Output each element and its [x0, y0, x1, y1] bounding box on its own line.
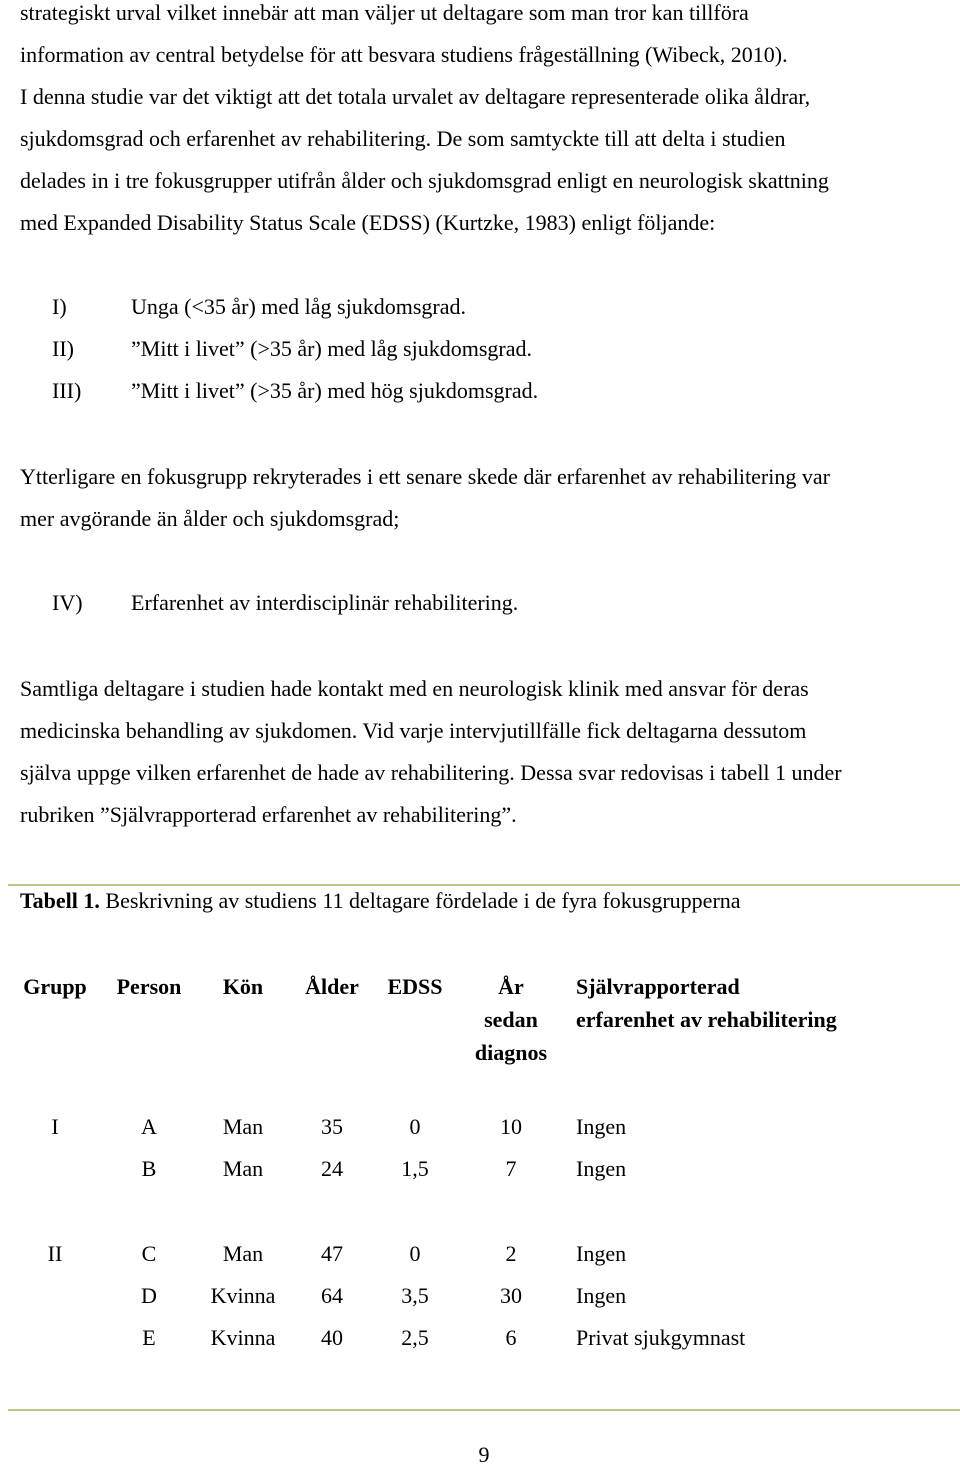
cell-alder: 47 [321, 1241, 343, 1266]
text-line: Samtliga deltagare i studien hade kontakt med en neurologisk klinik med ansvar för deras [20, 676, 809, 701]
text-line: med Expanded Disability Status Scale (EDSS) (Kurtzke, 1983) enligt följande: [20, 210, 716, 235]
cell-erf: Ingen [576, 1241, 627, 1266]
text-line: strategiskt urval vilket innebär att man väljer ut deltagare som man tror kan tillföra [20, 0, 749, 25]
cell-person: D [141, 1283, 157, 1308]
cell-alder: 24 [321, 1156, 343, 1181]
table-row [0, 1106, 960, 1148]
text-line: mer avgörande än ålder och sjukdomsgrad; [20, 506, 400, 531]
table-row [0, 1317, 960, 1359]
text-line: själva uppge vilken erfarenhet de hade av rehabilitering. Dessa svar redovisas i tabell 1 under [20, 760, 842, 785]
cell-person: B [141, 1156, 157, 1181]
participants-paragraph [20, 668, 940, 836]
cell-ar: 2 [505, 1241, 517, 1266]
cell-ar: 30 [500, 1283, 522, 1308]
cell-grupp: II [47, 1241, 63, 1266]
table-bottom-rule [8, 1409, 960, 1411]
text-line: sjukdomsgrad och erfarenhet av rehabilitering. De som samtyckte till att delta i studien [20, 126, 786, 151]
cell-ar: 7 [505, 1156, 517, 1181]
header-erf-line: Självrapporterad [576, 974, 740, 999]
extra-paragraph [20, 456, 940, 540]
cell-edss: 1,5 [401, 1156, 429, 1181]
cell-edss: 0 [409, 1114, 421, 1139]
header-erfarenhet [576, 970, 837, 1036]
text-line: delades in i tre fokusgrupper utifrån ålder och sjukdomsgrad enligt en neurologisk skattning [20, 168, 829, 193]
cell-kon: Man [222, 1114, 264, 1139]
list-number: I) [52, 294, 67, 319]
text-line: rubriken ”Självrapporterad erfarenhet av rehabilitering”. [20, 802, 517, 827]
header-ar-line: sedan [484, 1007, 538, 1032]
cell-person: A [141, 1114, 157, 1139]
list-number: III) [52, 378, 82, 403]
table-caption-label: Tabell 1. [20, 888, 100, 913]
list-number: IV) [52, 590, 83, 615]
header-erf-line: erfarenhet av rehabilitering [576, 1007, 837, 1032]
cell-ar: 10 [500, 1114, 522, 1139]
cell-ar: 6 [505, 1325, 517, 1350]
cell-kon: Man [222, 1241, 264, 1266]
intro-paragraph [20, 0, 940, 244]
list-text: Unga (<35 år) med låg sjukdomsgrad. [131, 294, 466, 319]
list-number: II) [52, 336, 74, 361]
page-number: 9 [478, 1442, 490, 1467]
header-ar-line: År [498, 974, 524, 999]
table-row [0, 1275, 960, 1317]
list-text: ”Mitt i livet” (>35 år) med låg sjukdomsgrad. [131, 336, 532, 361]
cell-edss: 3,5 [401, 1283, 429, 1308]
cell-alder: 40 [321, 1325, 343, 1350]
cell-erf: Ingen [576, 1114, 627, 1139]
cell-erf: Ingen [576, 1283, 627, 1308]
text-line: Ytterligare en fokusgrupp rekryterades i ett senare skede där erfarenhet av rehabilitering var [20, 464, 830, 489]
text-line: I denna studie var det viktigt att det totala urvalet av deltagare representerade olika åldrar, [20, 84, 811, 109]
cell-erf: Privat sjukgymnast [576, 1325, 746, 1350]
header-kon: Kön [222, 974, 264, 999]
cell-edss: 2,5 [401, 1325, 429, 1350]
cell-person: C [141, 1241, 157, 1266]
list-text: ”Mitt i livet” (>35 år) med hög sjukdomsgrad. [131, 378, 539, 403]
table-row [0, 1148, 960, 1190]
cell-person: E [142, 1325, 156, 1350]
table-row [0, 1233, 960, 1275]
list-text: Erfarenhet av interdisciplinär rehabilitering. [131, 590, 519, 615]
header-ar-line: diagnos [474, 1040, 548, 1065]
text-line: information av central betydelse för att besvara studiens frågeställning (Wibeck, 2010). [20, 42, 788, 67]
cell-grupp: I [51, 1114, 59, 1139]
cell-alder: 64 [321, 1283, 343, 1308]
cell-kon: Kvinna [210, 1283, 276, 1308]
header-person: Person [116, 974, 182, 999]
table-caption [20, 880, 741, 922]
cell-kon: Man [222, 1156, 264, 1181]
header-ar-sedan-diagnos [465, 970, 557, 1069]
cell-erf: Ingen [576, 1156, 627, 1181]
header-edss: EDSS [387, 974, 443, 999]
header-alder: Ålder [305, 974, 359, 999]
text-line: medicinska behandling av sjukdomen. Vid varje intervjutillfälle fick deltagarna dessutom [20, 718, 807, 743]
header-grupp: Grupp [23, 974, 87, 999]
cell-edss: 0 [409, 1241, 421, 1266]
cell-kon: Kvinna [210, 1325, 276, 1350]
cell-alder: 35 [321, 1114, 343, 1139]
table-caption-text: Beskrivning av studiens 11 deltagare fördelade i de fyra fokusgrupperna [99, 888, 741, 913]
